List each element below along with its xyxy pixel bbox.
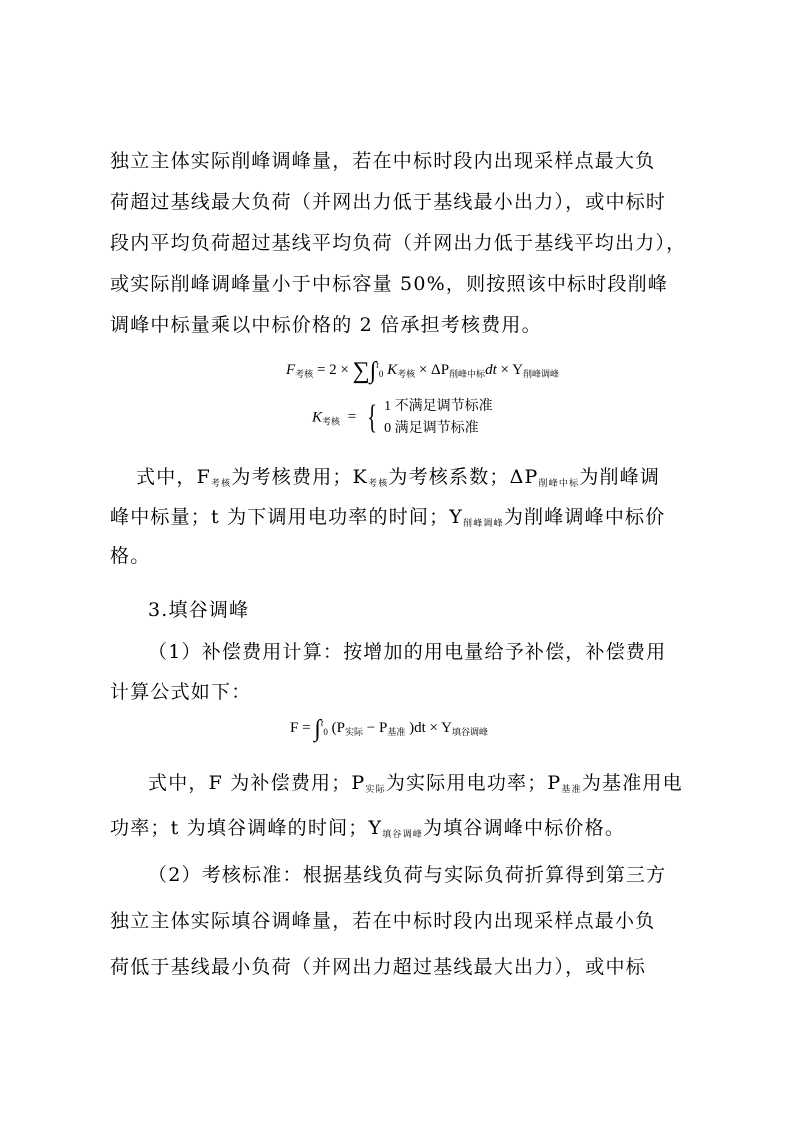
body-text-line: 计算公式如下：	[110, 681, 252, 703]
body-text-line: 或实际削峰调峰量小于中标容量 50%，则按照该中标时段削峰	[110, 273, 669, 295]
body-text-line: 荷低于基线最小负荷（并网出力超过基线最大出力），或中标	[110, 956, 646, 978]
body-text-line: 独立主体实际削峰调峰量，若在中标时段内出现采样点最大负	[110, 150, 656, 172]
assessment-coefficient-formula: $K_{考核}$ = { 1 不满足调节标准 0 满足调节标准	[312, 399, 493, 436]
formula-explanation-line: 式中，F 为补偿费用；$P_{实际}$为实际用电功率；$P_{基准}$为基准用电	[148, 772, 683, 795]
assessment-fee-formula: $F_{考核} = 2 \times \sum\int^t_0$ $K_{考核} \times \Delta P_{削峰中标}dt \times Y_{削峰调峰}$	[286, 358, 559, 384]
compensation-fee-formula: F = ∫$^t_0$ ($P_{实际} - P_{基准}$ )$dt \times Y_{填谷调峰}$	[290, 716, 489, 742]
body-text-line: 调峰中标量乘以中标价格的 2 倍承担考核费用。	[110, 314, 542, 336]
formula-explanation-line: 峰中标量；t 为下调用电功率的时间；$Y_{削峰调峰}$为削峰调峰中标价	[110, 506, 666, 529]
body-text-line: 荷超过基线最大负荷（并网出力低于基线最小出力），或中标时	[110, 191, 667, 213]
body-text-line: （2）考核标准：根据基线负荷与实际负荷折算得到第三方	[148, 864, 667, 886]
formula-explanation-line: 式中，$F_{考核}$为考核费用；$K_{考核}$为考核系数；$\Delta P_{削峰中标}$为削峰调	[136, 466, 661, 489]
section-title: 3.填谷调峰	[148, 599, 250, 621]
body-text-line: 独立主体实际填谷调峰量，若在中标时段内出现采样点最小负	[110, 910, 656, 932]
body-text-line: 段内平均负荷超过基线平均负荷（并网出力低于基线平均出力），	[110, 232, 687, 254]
formula-explanation-line: 格。	[110, 545, 151, 567]
formula-explanation-line: 功率；t 为填谷调峰的时间；$Y_{填谷调峰}$为填谷调峰中标价格。	[110, 817, 626, 840]
body-text-line: （1）补偿费用计算：按增加的用电量给予补偿，补偿费用	[148, 641, 667, 663]
